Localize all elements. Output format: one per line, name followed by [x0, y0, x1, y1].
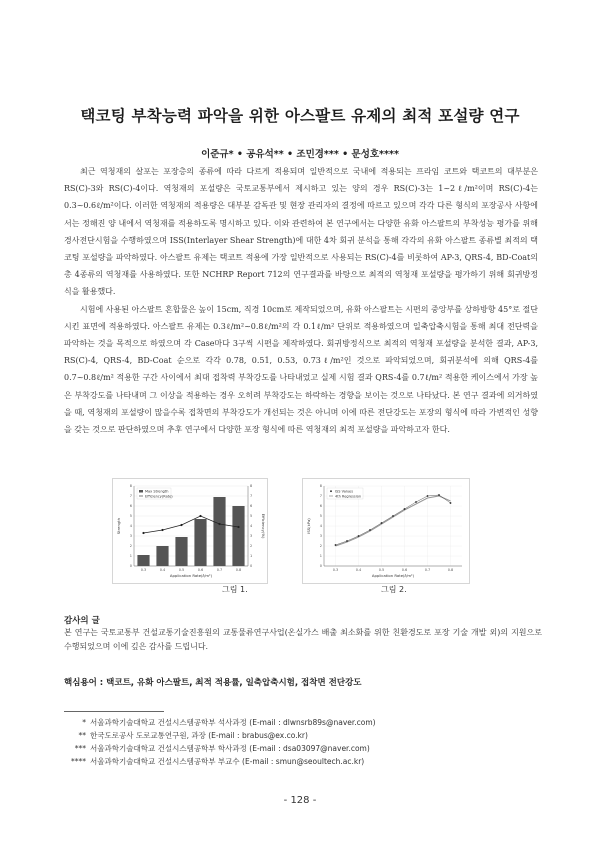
x-tick-label: 0.8	[447, 568, 454, 572]
y2-tick-label: 8	[250, 484, 253, 489]
data-point	[358, 535, 360, 537]
abstract-line: 시험에 사용된 아스팔트 혼합물은 높이 15cm, 직경 10cm로 제작되었으며, 유화 아스팔트는 시편의 중앙부를 상하방향	[80, 304, 499, 314]
y-tick-label: 3	[319, 534, 322, 539]
x-tick-label: 0.6	[197, 568, 204, 572]
y-tick-label: 5	[319, 514, 322, 519]
y2-tick-label: 2	[250, 544, 253, 549]
y2-tick-label: 4	[250, 524, 253, 529]
abstract-line: Shear Strength)에 대한 4차 회귀 분석을 통해 각각의 유화 아스팔트 종류별 최적의 택코팅 포설량을 파악하였다.	[64, 235, 538, 263]
y-axis-label: ISS(kPa)	[306, 518, 311, 534]
figure-2	[302, 478, 470, 584]
y2-tick-label: 7	[250, 494, 253, 499]
y-tick-label: 8	[129, 484, 132, 489]
legend-label: 4th Regression	[335, 494, 362, 499]
legend-swatch-bar	[139, 490, 143, 493]
bar	[137, 555, 149, 566]
x-tick-label: 0.5	[178, 568, 185, 572]
abstract-line: 부착강도를 나타내었고 실제 시험 결과 QRS-4를 0.7ℓ/m² 적용한 케이스에서 가장 높은 부착강도를 나타내며 그	[64, 373, 538, 400]
abstract-paragraph-2	[64, 301, 538, 439]
x-tick-label: 0.4	[355, 568, 362, 572]
y-tick-label: 6	[129, 504, 132, 509]
figure-2-chart	[302, 478, 470, 584]
acknowledgement-title: 감사의 글	[64, 616, 100, 626]
abstract-line: 최근 역청재의 살포는 포장층의 종류에 따라 다르게 적용되며 일반적으로 국내에 적용되는 프라임 코트와 택코트의	[80, 167, 508, 176]
data-point	[392, 515, 394, 517]
x-tick-label: 0.8	[235, 568, 242, 572]
data-point	[438, 494, 440, 496]
abstract-line: 가변적인 성향을 갖는 것으로 판단하였으며 추후 연구에서 다양한 포장 형식에 따른 역청재의 최적 포설량을 파악하고자	[64, 407, 538, 435]
x-tick-label: 0.7	[424, 568, 431, 572]
x-tick-label: 0.6	[401, 568, 408, 572]
figure-1-caption: 그림 1.	[222, 585, 248, 594]
footnote-text: 서울과학기술대학교 건설시스템공학부 부교수 (E-mail : smun@seoultech.ac.kr)	[90, 757, 365, 766]
abstract-line: 역청재를 사용하였다. 또한 NCHRP Report 712의 연구결과를 바탕으로 최적의 역청재 포설량을 평가하기 위해	[105, 270, 508, 280]
x-tick-label: 0.4	[159, 568, 166, 572]
y2-axis-label: Efficiency(%)	[261, 513, 266, 539]
y-tick-label: 2	[319, 544, 322, 549]
y2-tick-label: 3	[250, 534, 253, 539]
legend-label: Efficiency(Rate)	[145, 494, 173, 499]
line-point	[142, 532, 144, 534]
keywords: 핵심용어 : 택코트, 유화 아스팔트, 최적 적용률, 일축압축시험, 접착면 전단강도	[64, 678, 362, 688]
y-tick-label: 0	[129, 564, 132, 569]
bar	[232, 506, 244, 566]
abstract-line: 45°로 절단시킨 표면에 적용하였다. 아스팔트 유제는 0.3ℓ/m²~0.8ℓ/m²의 각 0.1ℓ/m² 단위로 적용하였으며	[64, 304, 538, 331]
line-point	[161, 529, 163, 531]
x-tick-label: 0.3	[140, 568, 147, 572]
data-point	[335, 544, 337, 546]
abstract-paragraph-1	[64, 163, 538, 301]
abstract-line: 역청재의 포설량이 많을수록 접착면의 부착강도가 개선되는 것은 아니며 이에 따른 전단강도는 포장의 형식에 따라	[87, 407, 489, 417]
author-list: 이준규* • 공유석** • 조민경*** • 문성호****	[201, 149, 399, 160]
y-tick-label: 4	[319, 524, 322, 529]
line-point	[199, 515, 201, 517]
y-tick-label: 7	[129, 494, 132, 499]
abstract-line: 대부분은 RS(C)-3와 RS(C)-4이다. 역청재의 포설량은 국토교통부에서 제시하고 있는 양의 경우 RS(C)-3는	[64, 167, 538, 194]
footnote-text: 서울과학기술대학교 건설시스템공학부 학사과정 (E-mail : dsa03097@naver.com)	[90, 744, 370, 753]
figure-1	[112, 478, 268, 584]
footnote-mark: ***	[74, 744, 86, 753]
line-point	[218, 523, 220, 525]
abstract-line: 1~2ℓ/m²이며 RS(C)-4는 0.3~0.6ℓ/m²이다. 이러한 역청재의 적용량은 대부분 감독관 및 현장 관리자의 결정에	[64, 184, 538, 211]
x-axis-label: Application Rate(ℓ/m²)	[169, 573, 213, 578]
x-tick-label: 0.3	[332, 568, 339, 572]
abstract-line: 한다.	[431, 425, 450, 435]
y-tick-label: 8	[319, 484, 322, 489]
data-point	[369, 529, 371, 531]
footnote-3	[64, 743, 370, 754]
y-tick-label: 1	[319, 554, 322, 559]
y2-tick-label: 1	[250, 554, 253, 559]
footnote-2	[64, 730, 308, 741]
figure-2-caption: 그림 2.	[381, 585, 407, 594]
data-point	[404, 508, 406, 510]
data-point	[346, 540, 348, 542]
abstract	[64, 163, 538, 438]
page-number: - 128 -	[283, 795, 317, 806]
y-tick-label: 3	[129, 534, 132, 539]
abstract-line: 따르고 있으며 각각 다른 형식의 포장공사 사항에서는 정해진 양 내에서 역청재를 적용하도록 명시하고 있다. 이와	[64, 201, 538, 228]
line-point	[180, 524, 182, 526]
x-axis-label: Application Rate(ℓ/m²)	[371, 573, 415, 578]
bar	[194, 519, 206, 566]
y-tick-label: 5	[129, 514, 132, 519]
footnote-4	[64, 756, 364, 767]
figure-1-chart	[112, 478, 268, 584]
legend-label: Max Strength	[145, 489, 169, 494]
footnote-mark: **	[78, 731, 86, 740]
x-tick-label: 0.5	[378, 568, 385, 572]
bar	[213, 497, 225, 566]
y-tick-label: 4	[129, 524, 132, 529]
abstract-line: 관련하여 본 연구에서는 다양한 유화 아스팔트의 부착성능 평가를 위해 경사전단시험을 수행하였으며 ISS(Interlayer	[64, 218, 538, 245]
footnote-text: 서울과학기술대학교 건설시스템공학부 석사과정 (E-mail : dlwnsrb89s@naver.com)	[90, 718, 376, 727]
y-tick-label: 6	[319, 504, 322, 509]
paper-title: 택코팅 부착능력 파악을 위한 아스팔트 유제의 최적 포설량 연구	[80, 107, 520, 125]
line-point	[237, 526, 239, 528]
data-point	[415, 501, 417, 503]
footnote-text: 한국도로공사 도로교통연구원, 과장 (E-mail : brabus@ex.co.kr)	[90, 731, 308, 740]
y-tick-label: 0	[319, 564, 322, 569]
bar	[175, 537, 187, 566]
bar	[156, 546, 168, 566]
abstract-line: 회귀방정식으로 최적의 역청재 포설량을 분석한 결과, AP-3, RS(C)-4, QRS-4, BD-Coat 순으로 각각 0.78, 0.51, 0.53,	[64, 339, 539, 366]
footnote-1	[64, 717, 376, 728]
footnote-divider	[64, 711, 164, 712]
data-point	[450, 502, 452, 504]
data-point	[381, 522, 383, 524]
legend-label: ISS Values	[335, 489, 354, 494]
y-tick-label: 7	[319, 494, 322, 499]
legend-swatch-marker	[330, 490, 332, 492]
abstract-line: 0.73ℓ/m²인 것으로 파악되었으며, 회귀분석에 의해 QRS-4를 0.7~0.8ℓ/m² 적용한 구간 사이에서 최대 접착력	[64, 356, 538, 383]
x-tick-label: 0.7	[216, 568, 223, 572]
data-point	[427, 495, 429, 497]
abstract-line: 회귀방정식을 활용했다.	[64, 270, 539, 297]
abstract-line: 일축압축시험을 통해 최대 전단력을 파악하는 것을 목적으로 하였으며 각 Case마다 3구씩 시편을 제작하였다.	[64, 321, 538, 349]
y2-tick-label: 6	[250, 504, 253, 509]
y2-tick-label: 5	[250, 514, 253, 519]
abstract-line: 이상을 적용하는 경우 오히려 부착강도는 하락하는 경향을 보이는 것으로 나타났다. 본 연구 결과에 의거하였을 때,	[64, 390, 538, 417]
footnote-mark: *	[82, 718, 86, 727]
abstract-line: 아스팔트 유제는 택코트 적용에 가장 일반적으로 사용되는 RS(C)-4를 비롯하여 AP-3, QRS-4, BD-Coat의 총 4종류의	[64, 253, 538, 280]
y-tick-label: 2	[129, 544, 132, 549]
y-tick-label: 1	[129, 554, 132, 559]
acknowledgement-text: 본 연구는 국토교통부 건설교통기술진흥원의 교통물류연구사업(온실가스 배출 최소화를 위한 친환경도로 포장 기술 개발 외)의 지원으로 수행되었으며 이에 깊은 감사를 드립니다.	[64, 628, 542, 651]
y2-tick-label: 0	[250, 564, 253, 569]
y-axis-label: Strength	[116, 517, 121, 535]
footnote-mark: ****	[71, 757, 86, 766]
